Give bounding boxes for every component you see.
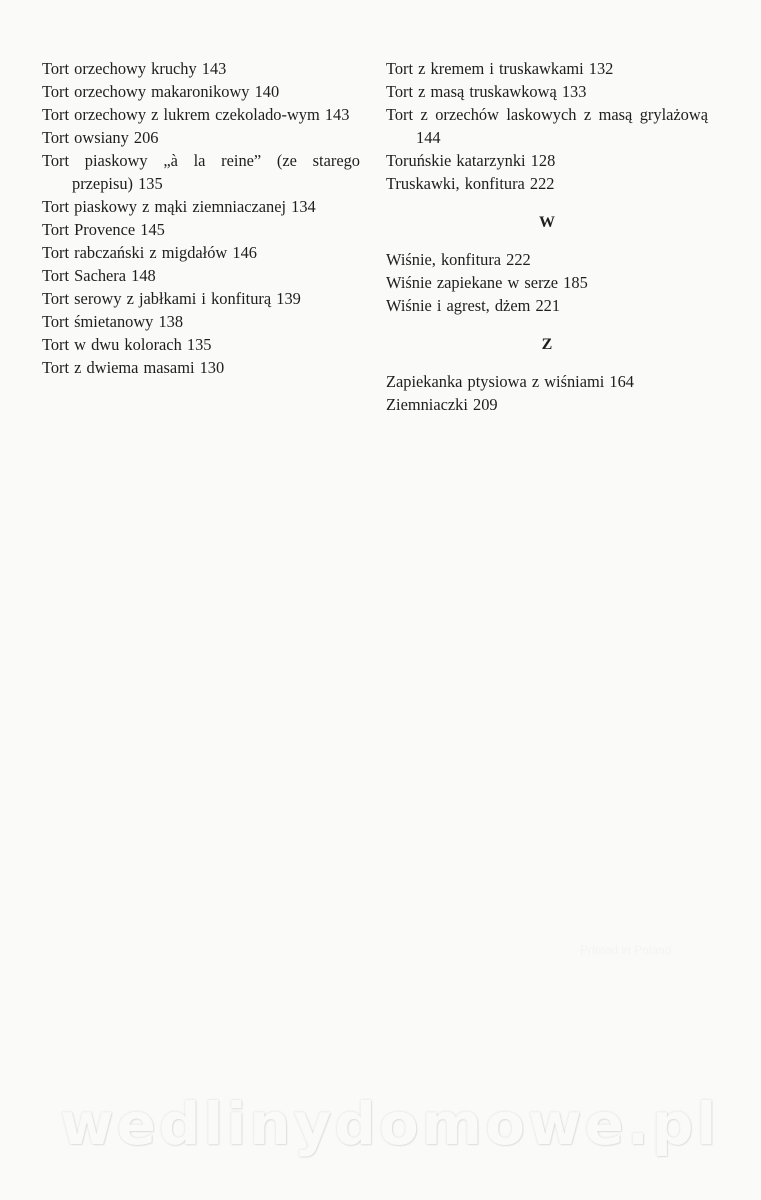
index-entry: Tort piaskowy „à la reine” (ze starego przepisu) 135 <box>42 151 360 193</box>
section-letter-z: Z <box>541 336 553 353</box>
watermark-logo: wedlinydomowe.pl <box>60 1090 720 1158</box>
index-entry: Wiśnie zapiekane w serze 185 <box>386 273 588 292</box>
index-entry: Tort orzechowy kruchy 143 <box>42 59 227 78</box>
index-entry: Tort w dwu kolorach 135 <box>42 335 212 354</box>
index-entry: Tort z orzechów laskowych z masą grylażową 144 <box>386 105 708 147</box>
index-entry: Tort z dwiema masami 130 <box>42 358 225 377</box>
index-entry: Truskawki, konfitura 222 <box>386 174 555 193</box>
index-column-right <box>386 57 708 416</box>
index-entry: Tort Provence 145 <box>42 220 165 239</box>
index-column-left <box>42 57 360 379</box>
index-entry: Tort z masą truskawkową 133 <box>386 82 587 101</box>
index-entry: Tort z kremem i truskawkami 132 <box>386 59 614 78</box>
index-entry: Zapiekanka ptysiowa z wiśniami 164 <box>386 372 634 391</box>
index-entry: Tort piaskowy z mąki ziemniaczanej 134 <box>42 197 316 216</box>
index-entry: Tort śmietanowy 138 <box>42 312 184 331</box>
index-entry: Tort orzechowy makaronikowy 140 <box>42 82 280 101</box>
section-letter-w: W <box>539 214 555 231</box>
index-entry: Tort owsiany 206 <box>42 128 159 147</box>
index-entry: Tort orzechowy z lukrem czekolado-wym 143 <box>42 105 350 124</box>
index-entry: Ziemniaczki 209 <box>386 395 498 414</box>
index-entry: Tort Sachera 148 <box>42 266 156 285</box>
index-entry: Tort rabczański z migdałów 146 <box>42 243 257 262</box>
imprint-line: Printed in Poland <box>580 943 672 957</box>
index-entry: Wiśnie, konfitura 222 <box>386 250 531 269</box>
index-entry: Wiśnie i agrest, dżem 221 <box>386 296 561 315</box>
index-entry: Tort serowy z jabłkami i konfiturą 139 <box>42 289 301 308</box>
index-entry: Toruńskie katarzynki 128 <box>386 151 556 170</box>
imprint-block <box>580 940 700 961</box>
